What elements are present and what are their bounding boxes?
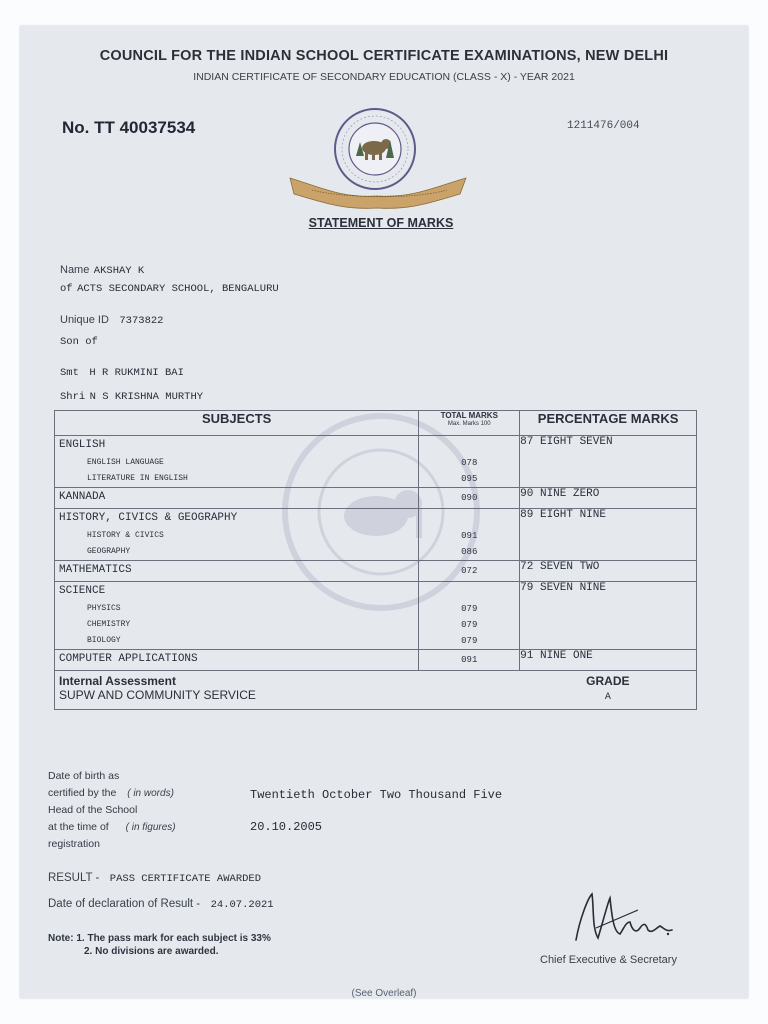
grade-value: A [604, 692, 611, 703]
certificate-sheet [20, 26, 748, 998]
grade-label: GRADE [586, 674, 630, 688]
marks-value: 079 [461, 620, 478, 630]
unique-id-line [60, 310, 163, 328]
marks-value: 090 [461, 493, 478, 503]
sub-subject-name: PHYSICS [87, 604, 121, 613]
exam-subtitle: INDIAN CERTIFICATE OF SECONDARY EDUCATION (CLASS - X) - YEAR 2021 [193, 71, 575, 83]
see-overleaf-note: (See Overleaf) [351, 988, 417, 999]
candidate-name-line [60, 260, 144, 278]
school-label: of [60, 283, 73, 295]
marks-value: 091 [461, 531, 478, 541]
internal-assessment-label: Internal Assessment [59, 674, 176, 688]
percentage-value: 91 NINE ONE [520, 650, 697, 671]
marks-value: 095 [461, 474, 478, 484]
school-name: ACTS SECONDARY SCHOOL, BENGALURU [77, 283, 279, 295]
percentage-header: PERCENTAGE MARKS [520, 411, 697, 436]
note-2: 2. No divisions are awarded. [84, 946, 219, 957]
grade-cell [520, 671, 697, 710]
unique-id-label: Unique ID [60, 314, 109, 326]
marks-cell [419, 650, 520, 671]
sub-subject-name: CHEMISTRY [87, 620, 131, 629]
note-line [48, 932, 271, 945]
mother-line [60, 362, 184, 380]
signature-icon [568, 888, 678, 950]
percentage-value: 72 SEVEN TWO [520, 561, 697, 582]
dob-caption-line: at the time of ( in figures) [48, 821, 176, 833]
note-line [48, 945, 271, 958]
declaration-label: Date of declaration of Result - [48, 898, 201, 910]
internal-assessment-cell [55, 671, 520, 710]
result-value: PASS CERTIFICATE AWARDED [109, 873, 262, 885]
note-1: 1. The pass mark for each subject is 33% [76, 933, 271, 944]
sub-subject-name: BIOLOGY [87, 636, 121, 645]
percentage-value: 90 NINE ZERO [520, 488, 697, 509]
subject-name: HISTORY, CIVICS & GEOGRAPHY [59, 512, 238, 524]
dob-in-words: Twentieth October Two Thousand Five [250, 788, 503, 802]
declaration-line [48, 894, 274, 912]
supw-label: SUPW AND COMMUNITY SERVICE [59, 688, 256, 702]
table-row [55, 650, 697, 671]
dob-caption-line: Head of the School [48, 804, 138, 816]
marks-value: 072 [461, 566, 478, 576]
father-name: N S KRISHNA MURTHY [89, 391, 204, 403]
result-line [48, 868, 261, 886]
subject-name: KANNADA [59, 491, 106, 503]
father-label: Shri [60, 391, 86, 403]
reference-number: 1211476/004 [567, 120, 640, 132]
in-figures-hint: ( in figures) [125, 822, 176, 833]
signatory-title: Chief Executive & Secretary [540, 954, 677, 966]
subjects-header: SUBJECTS [55, 411, 419, 436]
mother-name: H R RUKMINI BAI [89, 367, 184, 379]
elephant-seal-icon [282, 106, 472, 212]
marks-value: 086 [461, 547, 478, 557]
sub-subject-name: ENGLISH LANGUAGE [87, 458, 164, 467]
declaration-date: 24.07.2021 [210, 899, 274, 911]
dob-caption [48, 768, 176, 853]
total-marks-label: TOTAL MARKS [440, 411, 498, 420]
internal-assessment-row [55, 671, 697, 710]
dob-caption-line: registration [48, 838, 100, 850]
marks-value: 079 [461, 604, 478, 614]
name-label: Name [60, 264, 90, 276]
max-marks-label: Max. Marks 100 [447, 421, 491, 427]
candidate-name: AKSHAY K [93, 265, 145, 277]
certificate-number: No. TT 40037534 [62, 118, 196, 137]
mother-label: Smt [60, 367, 79, 379]
father-line [60, 386, 203, 404]
sub-subject-name: GEOGRAPHY [87, 547, 131, 556]
dob-caption-line: Date of birth as [48, 770, 120, 782]
percentage-value: 87 EIGHT SEVEN [520, 436, 697, 488]
subject-cell [55, 650, 419, 671]
marks-value: 079 [461, 636, 478, 646]
marks-value: 078 [461, 458, 478, 468]
dob-in-figures: 20.10.2005 [250, 820, 323, 834]
subject-name: MATHEMATICS [59, 564, 132, 576]
unique-id: 7373822 [119, 315, 164, 327]
percentage-value: 89 EIGHT NINE [520, 509, 697, 561]
sub-subject-name: HISTORY & CIVICS [87, 531, 164, 540]
watermark-seal-icon [268, 412, 494, 612]
notes-block [48, 932, 271, 958]
result-label: RESULT - [48, 872, 100, 884]
school-line [60, 278, 279, 296]
subject-name: ENGLISH [59, 439, 106, 451]
note-prefix: Note: [48, 933, 74, 944]
subject-name: COMPUTER APPLICATIONS [59, 653, 198, 665]
marks-value: 091 [461, 655, 478, 665]
statement-title: STATEMENT OF MARKS [308, 216, 454, 230]
in-words-hint: ( in words) [127, 788, 174, 799]
sub-subject-name: LITERATURE IN ENGLISH [87, 474, 188, 483]
son-of-label: Son of [60, 336, 98, 348]
percentage-value: 79 SEVEN NINE [520, 582, 697, 650]
subject-name: SCIENCE [59, 585, 106, 597]
dob-caption-line: certified by the ( in words) [48, 787, 174, 799]
council-title: COUNCIL FOR THE INDIAN SCHOOL CERTIFICATE EXAMINATIONS, NEW DELHI [99, 48, 669, 64]
